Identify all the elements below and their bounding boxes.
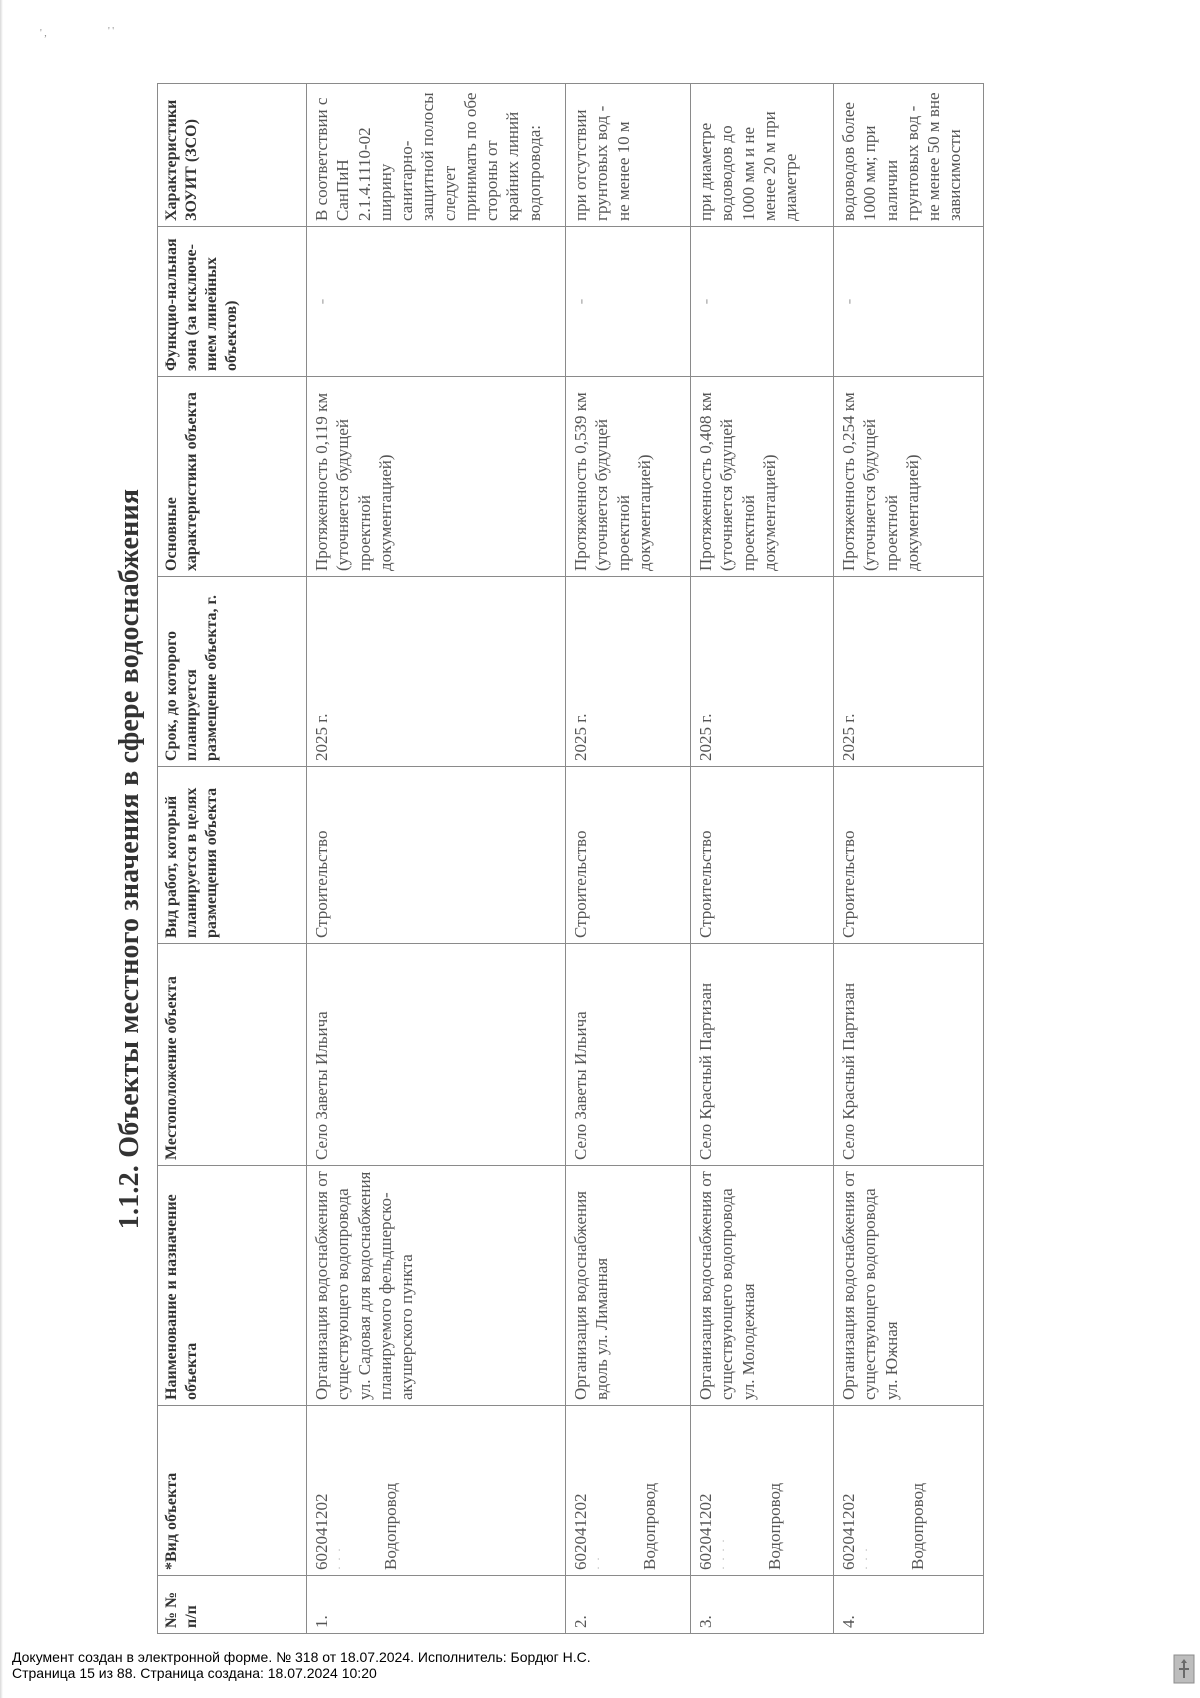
scan-mark: ' ': [108, 26, 115, 37]
cell-name: Организация водоснабжения от существующего водопровода ул. Южная: [834, 1166, 984, 1406]
cell-term: 2025 г.: [566, 577, 691, 767]
cell-num: 2.: [566, 1576, 691, 1634]
document-footer: [12, 1649, 591, 1681]
header-characteristics: Основные характеристики объекта: [158, 377, 307, 577]
cell-type: [307, 1406, 566, 1576]
header-works: Вид работ, который планируется в целях размещения объекта: [158, 767, 307, 944]
header-name: Наименование и назначение объекта: [158, 1166, 307, 1406]
cell-name: Организация водоснабжения вдоль ул. Лиманная: [566, 1166, 691, 1406]
cell-zouit: при диаметре водоводов до 1000 мм и не менее 20 м при диаметре: [691, 84, 834, 227]
cell-zone: [834, 227, 984, 377]
header-location: Местоположение объекта: [158, 944, 307, 1166]
cell-works: Строительство: [691, 767, 834, 944]
cell-zone: [691, 227, 834, 377]
cell-name: Организация водоснабжения от существующего водопровода ул. Молодежная: [691, 1166, 834, 1406]
object-code: 602041202: [571, 1493, 590, 1570]
object-code: 602041202: [696, 1493, 715, 1570]
cell-term: 2025 г.: [307, 577, 566, 767]
cell-type: [566, 1406, 691, 1576]
cell-num: 4.: [834, 1576, 984, 1634]
code-smudge: · · ·: [332, 1547, 347, 1570]
code-smudge: · ·: [591, 1556, 606, 1570]
header-zouit: Характеристики ЗОУИТ (ЗСО): [158, 84, 307, 227]
header-type: *Вид объекта: [158, 1406, 307, 1576]
cell-num: 3.: [691, 1576, 834, 1634]
cell-location: Село Заветы Ильича: [307, 944, 566, 1166]
table-row: [307, 84, 566, 1634]
zone-dash: -: [312, 298, 331, 305]
cell-zouit: В соответствии с СанПиН 2.1.4.1110-02 ширину санитарно-защитной полосы следует принимать по обе стороны от крайних линий водопровода:: [307, 84, 566, 227]
objects-table: [157, 83, 984, 1634]
scan-edge: [0, 0, 3, 1698]
cell-characteristics: Протяженность 0,254 км (уточняется будущей проектной документацией): [834, 377, 984, 577]
cell-characteristics: Протяженность 0,539 км (уточняется будущей проектной документацией): [566, 377, 691, 577]
page-title: 1.1.2. Объекты местного значения в сфере водоснабжения: [114, 488, 145, 1230]
cell-type: [834, 1406, 984, 1576]
object-type: Водопровод: [765, 1482, 785, 1570]
cell-location: Село Заветы Ильича: [566, 944, 691, 1166]
header-term: Срок, до которого планируется размещение объекта, г.: [158, 577, 307, 767]
cell-term: 2025 г.: [691, 577, 834, 767]
cell-works: Строительство: [566, 767, 691, 944]
table-row: [834, 84, 984, 1634]
header-zone: Функцио-нальная зона (за исключе-нием линейных объектов): [158, 227, 307, 377]
cell-works: Строительство: [834, 767, 984, 944]
cell-zone: [566, 227, 691, 377]
cell-location: Село Красный Партизан: [691, 944, 834, 1166]
cell-location: Село Красный Партизан: [834, 944, 984, 1166]
emblem-icon: [1173, 1654, 1195, 1684]
cell-zone: [307, 227, 566, 377]
rotated-page: [100, 84, 1100, 1634]
code-smudge: · · ·: [859, 1547, 874, 1570]
scan-mark: ' ,: [40, 28, 47, 39]
object-code: 602041202: [839, 1493, 858, 1570]
cell-characteristics: Протяженность 0,119 км (уточняется будущей проектной документацией): [307, 377, 566, 577]
cell-characteristics: Протяженность 0,408 км (уточняется будущей проектной документацией): [691, 377, 834, 577]
object-code: 602041202: [312, 1493, 331, 1570]
cell-num: 1.: [307, 1576, 566, 1634]
cell-works: Строительство: [307, 767, 566, 944]
code-smudge: · · · ·: [716, 1538, 731, 1570]
footer-line-page: Страница 15 из 88. Страница создана: 18.07.2024 10:20: [12, 1665, 377, 1681]
table-header-row: [158, 84, 307, 1634]
zone-dash: -: [839, 298, 858, 305]
cell-type: [691, 1406, 834, 1576]
table-row: [566, 84, 691, 1634]
zone-dash: -: [571, 298, 590, 305]
cell-zouit: при отсутствии грунтовых вод - не менее 10 м: [566, 84, 691, 227]
object-type: Водопровод: [908, 1482, 928, 1570]
zone-dash: -: [696, 298, 715, 305]
object-type: Водопровод: [640, 1482, 660, 1570]
object-type: Водопровод: [381, 1482, 401, 1570]
cell-zouit: водоводов более 1000 мм; при наличии грунтовых вод - не менее 50 м вне зависимости: [834, 84, 984, 227]
header-num: № № п/п: [158, 1576, 307, 1634]
footer-line-document: Документ создан в электронной форме. № 318 от 18.07.2024. Исполнитель: Бордюг Н.С.: [12, 1649, 591, 1665]
cell-name: Организация водоснабжения от существующего водопровода ул. Садовая для водоснабжения планируемого фельдшерско-акушерского пункта: [307, 1166, 566, 1406]
cell-term: 2025 г.: [834, 577, 984, 767]
table-row: [691, 84, 834, 1634]
